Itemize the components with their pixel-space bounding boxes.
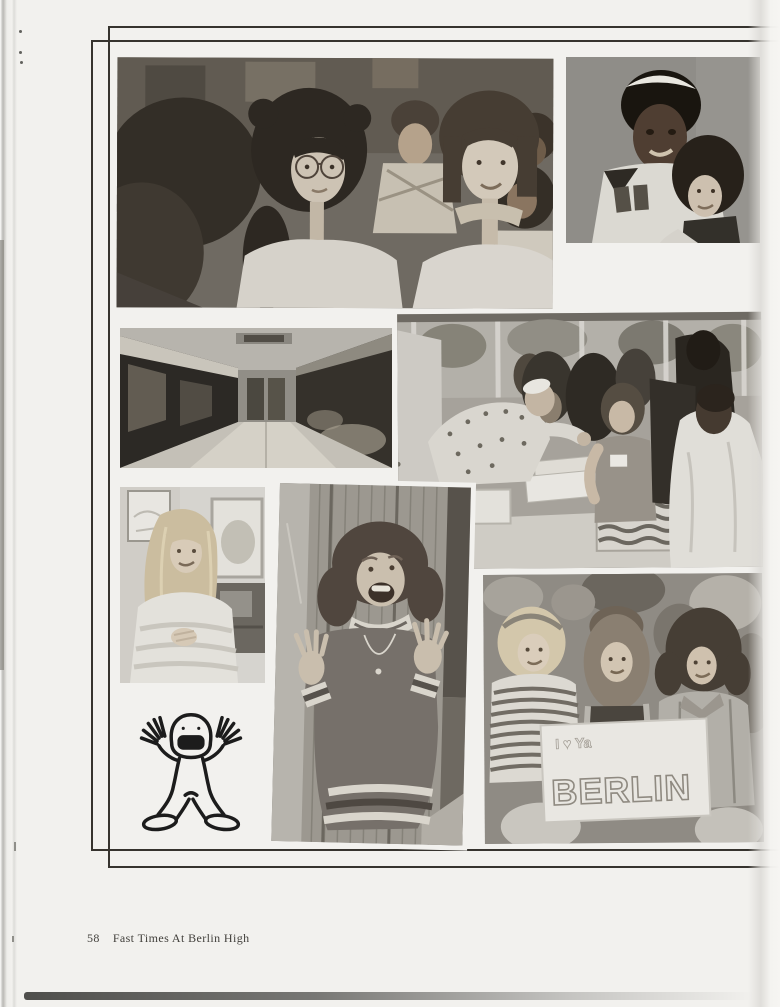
scan-mark xyxy=(14,842,16,851)
scan-mark xyxy=(12,936,14,942)
page-footer xyxy=(87,931,250,946)
gutter-dark-edge xyxy=(0,240,4,670)
photo-excited-woman xyxy=(271,483,471,846)
photo-excited-woman-image xyxy=(271,483,471,846)
cartoon-screaming-figure-image xyxy=(132,708,250,836)
page-number: 58 xyxy=(87,931,100,945)
photo-berlin-sign-group xyxy=(483,573,764,844)
photo-blonde-student-image xyxy=(120,487,265,683)
ink-speck xyxy=(19,30,22,33)
page-bottom-edge-shadow xyxy=(24,992,754,1000)
cartoon-screaming-figure xyxy=(132,708,250,836)
footer-title: Fast Times At Berlin High xyxy=(112,931,250,945)
name-tag xyxy=(610,455,627,467)
ink-speck xyxy=(20,61,23,64)
photo-empty-hallway-image xyxy=(120,328,392,468)
poster-word-text: BERLIN xyxy=(550,766,693,814)
photo-hallway-crowd xyxy=(117,57,554,309)
photo-berlin-sign-image xyxy=(483,573,764,844)
photo-empty-hallway xyxy=(120,328,392,468)
end-door xyxy=(268,378,285,420)
photo-blonde-student xyxy=(120,487,265,683)
window xyxy=(212,499,262,577)
photo-football-couple xyxy=(566,57,760,243)
ink-speck xyxy=(19,51,22,54)
poster-doodle-text: I ♥ Ya xyxy=(554,734,592,752)
end-door xyxy=(247,378,264,420)
page-curve-shadow xyxy=(748,0,780,1007)
photo-football-couple-image xyxy=(566,57,760,243)
photo-hallway-crowd-image xyxy=(117,57,554,309)
berlin-poster xyxy=(541,719,711,823)
